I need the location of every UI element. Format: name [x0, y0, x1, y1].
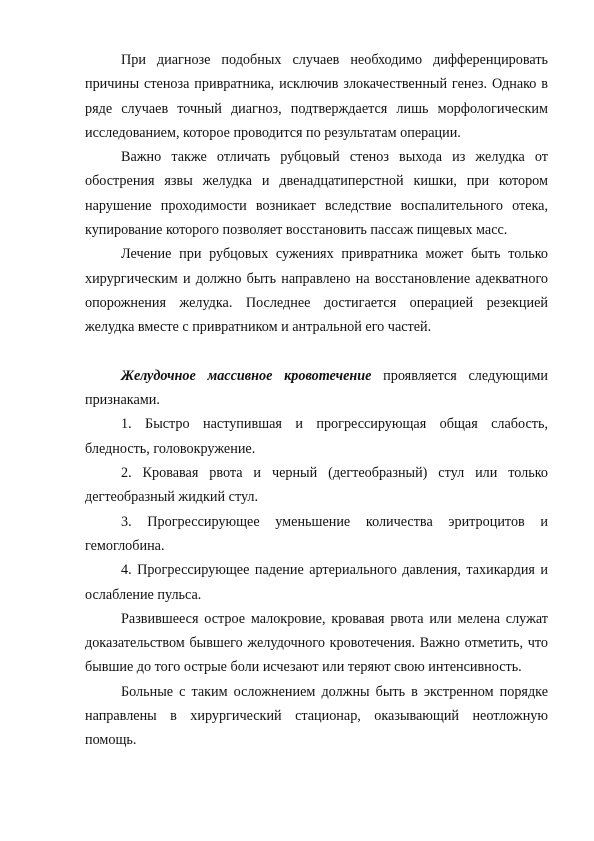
paragraph-anemia-evidence: Развившееся острое малокровие, кровавая рвота или мелена служат доказательством бывшего желудочного кровотечения. Важно отметить, что бывшие до того острые боли исчезают или теряют свою интенсивность.	[85, 610, 548, 676]
sign-item-2: 2. Кровавая рвота и черный (дегтеобразный) стул или только дегтеобразный жидкий стул.	[85, 465, 548, 506]
paragraph-differential-diagnosis: При диагнозе подобных случаев необходимо дифференцировать причины стеноза привратника, исключив злокачественный генез. Однако в ряде случаев точный диагноз, подтверждается лишь морфологическим исследованием, которое проводится по результатам операции.	[85, 52, 548, 141]
paragraph-treatment: Лечение при рубцовых сужениях привратника может быть только хирургическим и должно быть направлено на восстановление адекватного опорожнения желудка. Последнее достигается операцией резекцией желудка вместе с привратником и антральной его частей.	[85, 246, 548, 336]
paragraph-emergency-referral: Больные с таким осложнением должны быть в экстренном порядке направлены в хирургический стационар, оказывающий неотложную помощь.	[85, 683, 548, 749]
sign-item-4: 4. Прогрессирующее падение артериального давления, тахикардия и ослабление пульса.	[85, 562, 548, 603]
bleeding-heading-paragraph	[85, 364, 548, 413]
bleeding-heading-tail: проявляется следующими признаками.	[85, 367, 548, 409]
bleeding-heading: Желудочное массивное кровотечение	[121, 367, 372, 384]
sign-item-3: 3. Прогрессирующее уменьшение количества эритроцитов и гемоглобина.	[85, 513, 548, 554]
paragraph-stenosis-vs-ulcer: Важно также отличать рубцовый стеноз выхода из желудка от обострения язвы желудка и двенадцатиперстной кишки, при котором нарушение проходимости возникает вследствие воспалительного отека, купирование которого позволяет восстановить пассаж пищевых масс.	[85, 149, 548, 239]
sign-item-1: 1. Быстро наступившая и прогрессирующая общая слабость, бледность, головокружение.	[85, 416, 548, 457]
document-page	[85, 48, 548, 753]
